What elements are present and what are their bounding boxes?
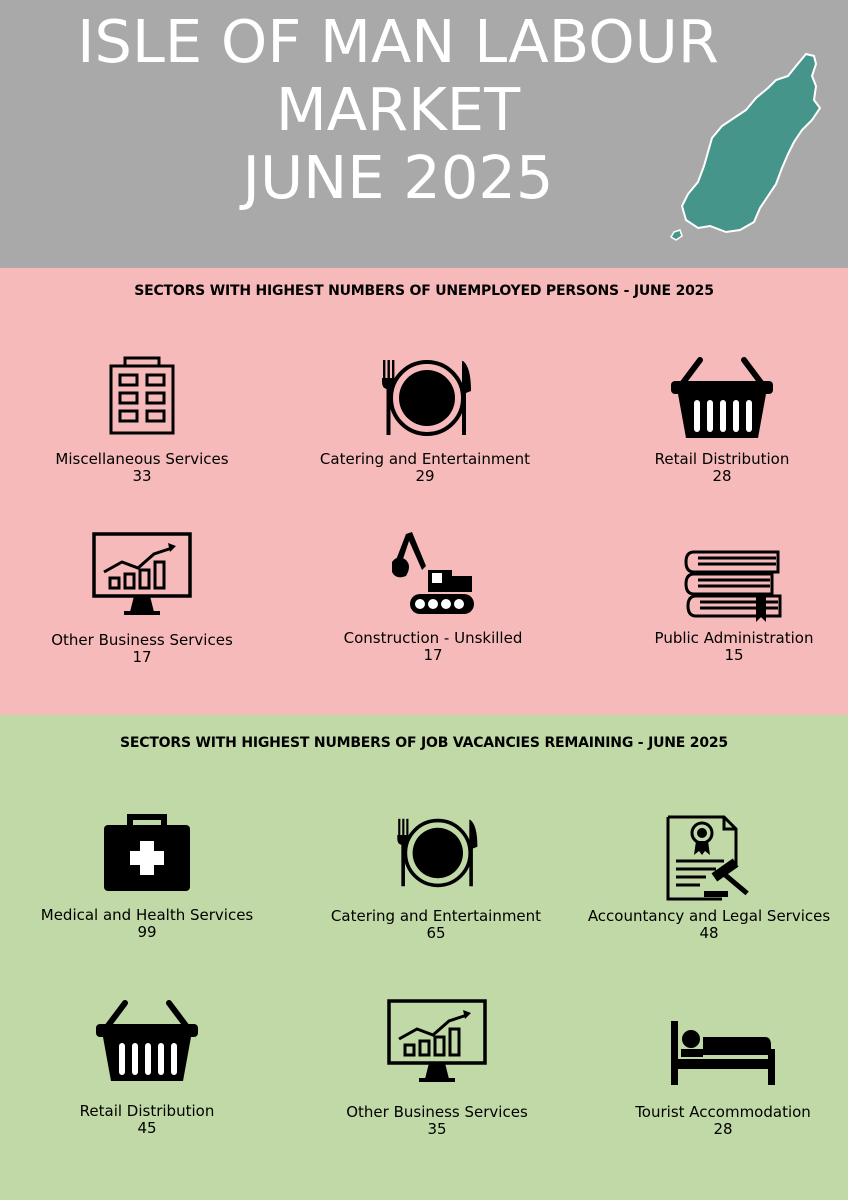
item-value: 28 bbox=[712, 467, 732, 485]
item-label: Other Business Services bbox=[51, 631, 233, 649]
unemployed-item-public-admin bbox=[594, 550, 848, 670]
item-label: Miscellaneous Services bbox=[55, 450, 229, 468]
item-value: 35 bbox=[427, 1120, 447, 1138]
item-label: Other Business Services bbox=[346, 1103, 528, 1121]
item-value: 15 bbox=[724, 646, 744, 664]
item-value: 29 bbox=[415, 467, 435, 485]
item-value: 17 bbox=[132, 648, 152, 666]
plate-cutlery-icon bbox=[375, 358, 475, 438]
item-label: Catering and Entertainment bbox=[330, 907, 542, 925]
excavator-icon bbox=[388, 530, 478, 616]
bed-icon bbox=[671, 1019, 775, 1087]
shopping-basket-icon bbox=[95, 999, 199, 1083]
plate-cutlery-icon bbox=[386, 817, 486, 889]
vacancy-item-retail bbox=[7, 999, 287, 1139]
item-label: Retail Distribution bbox=[654, 450, 790, 468]
item-value: 99 bbox=[137, 923, 157, 941]
unemployed-item-retail bbox=[582, 356, 848, 486]
item-value: 28 bbox=[713, 1120, 733, 1138]
medical-kit-icon bbox=[102, 813, 192, 893]
books-icon bbox=[684, 550, 784, 622]
item-label: Medical and Health Services bbox=[40, 906, 254, 924]
certificate-gavel-icon bbox=[664, 815, 754, 901]
item-value: 45 bbox=[137, 1119, 157, 1137]
unemployed-item-construction bbox=[293, 530, 573, 670]
unemployed-item-other-business bbox=[2, 532, 282, 672]
vacancy-item-other-business bbox=[297, 999, 577, 1139]
office-building-icon bbox=[107, 356, 177, 436]
chart-monitor-icon bbox=[387, 999, 487, 1085]
unemployed-section-title: SECTORS WITH HIGHEST NUMBERS OF UNEMPLOYED PERSONS - JUNE 2025 bbox=[134, 283, 714, 299]
vacancy-item-catering bbox=[296, 817, 576, 947]
item-label: Accountancy and Legal Services bbox=[587, 907, 831, 925]
vacancy-item-accountancy bbox=[569, 815, 848, 945]
item-value: 48 bbox=[699, 924, 719, 942]
vacancies-section bbox=[0, 715, 848, 1200]
title-line-3: JUNE 2025 bbox=[242, 143, 554, 212]
isle-of-man-map-icon bbox=[664, 46, 832, 246]
item-value: 17 bbox=[423, 646, 443, 664]
title-line-2: MARKET bbox=[275, 75, 521, 144]
item-label: Retail Distribution bbox=[79, 1102, 215, 1120]
item-value: 33 bbox=[132, 467, 152, 485]
vacancies-section-title: SECTORS WITH HIGHEST NUMBERS OF JOB VACANCIES REMAINING - JUNE 2025 bbox=[120, 735, 728, 751]
unemployed-item-catering bbox=[285, 358, 565, 488]
shopping-basket-icon bbox=[670, 356, 774, 440]
unemployed-section bbox=[0, 268, 848, 715]
header-banner bbox=[0, 0, 848, 268]
item-label: Construction - Unskilled bbox=[343, 629, 523, 647]
item-label: Catering and Entertainment bbox=[319, 450, 531, 468]
title-line-1: ISLE OF MAN LABOUR bbox=[77, 7, 719, 76]
chart-monitor-icon bbox=[92, 532, 192, 618]
vacancy-item-tourist bbox=[583, 1019, 848, 1139]
page-title bbox=[40, 8, 756, 212]
item-label: Tourist Accommodation bbox=[635, 1103, 811, 1121]
item-label: Public Administration bbox=[654, 629, 814, 647]
unemployed-item-miscellaneous bbox=[2, 356, 282, 486]
item-value: 65 bbox=[426, 924, 446, 942]
vacancy-item-medical bbox=[7, 813, 287, 943]
